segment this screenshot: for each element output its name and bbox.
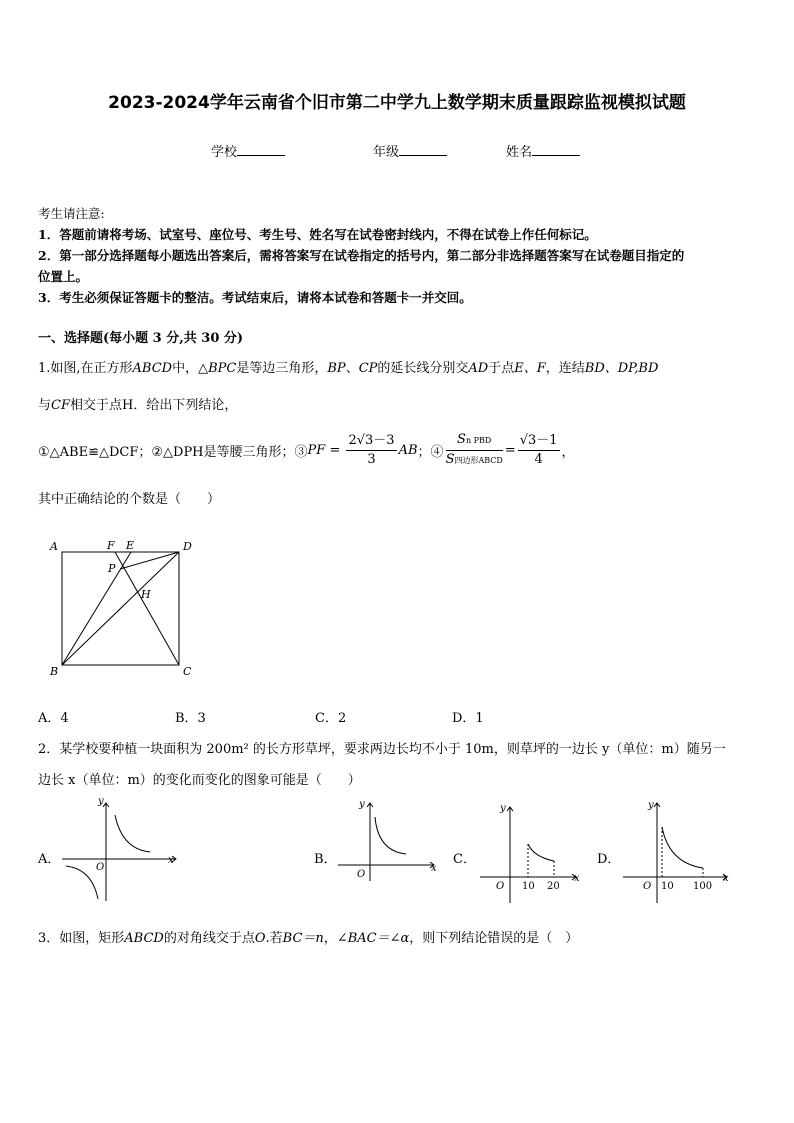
origin-label: O bbox=[96, 862, 105, 873]
origin-label: O bbox=[496, 881, 505, 892]
q1-line1 bbox=[38, 357, 760, 376]
q1-math: E、F bbox=[514, 361, 546, 376]
name-field[interactable] bbox=[506, 141, 580, 160]
notes-heading: 考生请注意: bbox=[38, 206, 105, 221]
hyperbola-segment bbox=[528, 844, 554, 861]
label-c: C bbox=[183, 665, 192, 678]
name-blank[interactable] bbox=[532, 143, 580, 156]
q2-graph-a bbox=[58, 795, 188, 905]
x-axis-label: x bbox=[168, 855, 174, 866]
tick-label: 10 bbox=[522, 881, 535, 892]
y-axis-label: y bbox=[500, 803, 506, 814]
fraction-numerator: 2√3－3 bbox=[346, 432, 396, 451]
area-symbol: S bbox=[445, 451, 455, 467]
q3-text: 3．如图，矩形 bbox=[38, 931, 125, 946]
grade-field[interactable] bbox=[373, 141, 447, 160]
x-axis-label: x bbox=[574, 873, 580, 884]
label-h: H bbox=[141, 588, 151, 601]
q3-text: ，则下列结论错误的是（ ） bbox=[409, 931, 579, 946]
q1-question: 其中正确结论的个数是（ ） bbox=[38, 492, 221, 507]
school-label: 学校 bbox=[211, 145, 238, 160]
q2-line2: 边长 x（单位：m）的变化而变化的图象可能是（ ） bbox=[38, 773, 361, 788]
conclusions-tail: ， bbox=[561, 444, 575, 460]
q3-text: ， bbox=[323, 931, 337, 946]
label-e: E bbox=[126, 539, 135, 552]
y-axis-label: y bbox=[98, 796, 104, 807]
exam-notes bbox=[38, 203, 760, 308]
q1-option-c[interactable]: C．2 bbox=[315, 711, 347, 726]
hyperbola-branch-positive bbox=[115, 815, 150, 852]
y-axis-label: y bbox=[359, 799, 365, 810]
q1-line2 bbox=[38, 394, 760, 413]
q1-text: 中，△ bbox=[172, 361, 209, 376]
q1-math: BPC bbox=[208, 361, 237, 376]
q1-conclusions: ①△ABE≌△DCF；②△DPH是等腰三角形；③ PF = $\frac{2√3-3}{3}$ AB ；④ $\frac{\text{Sn PBD}}{\text{S四边形ABCD}}$ = $\frac{√3-1}{4}$ ， bbox=[38, 428, 760, 472]
note-item: 2．第一部分选择题每小题选出答案后，需将答案写在试卷指定的括号内，第二部分非选择题答案写在试卷题目指定的 bbox=[38, 248, 685, 263]
q3-line1 bbox=[38, 927, 760, 946]
q1-option-b[interactable]: B．3 bbox=[175, 711, 206, 726]
fraction-denominator: 3 bbox=[367, 451, 376, 467]
q2-graph-c bbox=[476, 797, 588, 907]
fraction-numerator: √3－1 bbox=[518, 432, 560, 451]
q1-text: 于点 bbox=[488, 361, 515, 376]
q1-text: 是等边三角形， bbox=[236, 361, 328, 376]
q2-option-b-label[interactable]: B． bbox=[314, 852, 337, 867]
tick-label: 100 bbox=[693, 881, 713, 892]
origin-label: O bbox=[643, 881, 652, 892]
q3-text: 的对角线交于点 bbox=[163, 931, 255, 946]
q3-text: .若 bbox=[265, 931, 283, 946]
fraction-4-value bbox=[518, 432, 560, 469]
fraction-3 bbox=[346, 432, 396, 469]
q3-math: O bbox=[254, 931, 266, 946]
fraction-denominator: 4 bbox=[534, 451, 543, 467]
section-heading: 一、选择题(每小题 3 分,共 30 分) bbox=[38, 331, 244, 346]
y-axis-label: y bbox=[648, 800, 654, 811]
note-item: 位置上。 bbox=[38, 269, 89, 284]
q1-text: 、 bbox=[345, 361, 359, 376]
label-a: A bbox=[50, 540, 58, 553]
fraction-4-area bbox=[446, 431, 503, 470]
page-title: 2023-2024学年云南省个旧市第二中学九上数学期末质量跟踪监视模拟试题 bbox=[108, 93, 686, 113]
origin-label: O bbox=[357, 869, 366, 880]
q2-option-d-label[interactable]: D． bbox=[597, 852, 621, 867]
hyperbola-segment bbox=[662, 827, 703, 868]
q1-math: CP bbox=[358, 361, 378, 376]
q1-option-d[interactable]: D．1 bbox=[452, 711, 484, 726]
conclusions-text: ①△ABE≌△DCF；②△DPH是等腰三角形；③ bbox=[38, 444, 308, 460]
area-subscript: n PBD bbox=[465, 435, 492, 445]
school-blank[interactable] bbox=[237, 143, 285, 156]
q1-options bbox=[38, 707, 760, 725]
x-axis-label: x bbox=[723, 873, 729, 884]
grade-label: 年级 bbox=[373, 145, 400, 160]
q2-option-a-label[interactable]: A． bbox=[38, 852, 61, 867]
line-cf bbox=[115, 552, 179, 665]
name-label: 姓名 bbox=[506, 145, 533, 160]
q2-graph-d bbox=[619, 797, 739, 907]
q3-math: BC＝n bbox=[282, 931, 324, 946]
formula-pf: PF bbox=[307, 442, 326, 458]
formula-ab: AB bbox=[398, 442, 418, 458]
label-f: F bbox=[107, 539, 115, 552]
label-d: D bbox=[183, 540, 192, 553]
note-item: 3．考生必须保证答题卡的整洁。考试结束后，请将本试卷和答题卡一并交回。 bbox=[38, 290, 472, 305]
q1-text: 1.如图,在正方形 bbox=[38, 361, 133, 376]
note-item: 1．答题前请将考场、试室号、座位号、考生号、姓名写在试卷密封线内，不得在试卷上作任何标记。 bbox=[38, 227, 597, 242]
q1-math: BD、DP,BD bbox=[584, 361, 659, 376]
q3-math: ABCD bbox=[124, 931, 164, 946]
area-symbol: S bbox=[457, 431, 466, 447]
q1-figure-square bbox=[38, 530, 208, 682]
hyperbola-branch-negative bbox=[66, 866, 98, 899]
hyperbola-branch bbox=[375, 817, 406, 854]
q1-math: CF bbox=[51, 398, 70, 413]
q1-text: 相交于点H．给出下列结论， bbox=[69, 398, 238, 413]
q1-option-a[interactable]: A．4 bbox=[38, 711, 69, 726]
q1-math: BP bbox=[327, 361, 346, 376]
school-field[interactable] bbox=[211, 141, 285, 160]
q1-math: AD bbox=[468, 361, 489, 376]
conclusion-4-lead: ；④ bbox=[417, 444, 444, 460]
q2-graph-b bbox=[334, 797, 444, 887]
q1-text: 的延长线分别交 bbox=[377, 361, 469, 376]
q3-math: ∠BAC＝∠α bbox=[336, 931, 410, 946]
q1-math: ABCD bbox=[132, 361, 173, 376]
label-p: P bbox=[108, 562, 116, 575]
q2-line1: 2．某学校要种植一块面积为 200m² 的长方形草坪，要求两边长均不小于 10m，则草坪的一边长 y（单位：m）随另一 bbox=[38, 742, 726, 757]
label-b: B bbox=[50, 665, 59, 678]
grade-blank[interactable] bbox=[399, 143, 447, 156]
x-axis-label: x bbox=[431, 863, 437, 874]
q2-option-c-label[interactable]: C． bbox=[453, 852, 476, 867]
tick-label: 20 bbox=[547, 881, 560, 892]
tick-label: 10 bbox=[661, 881, 674, 892]
q1-text: ，连结 bbox=[545, 361, 585, 376]
area-subscript: 四边形ABCD bbox=[454, 455, 503, 465]
q1-text: 与 bbox=[38, 398, 52, 413]
